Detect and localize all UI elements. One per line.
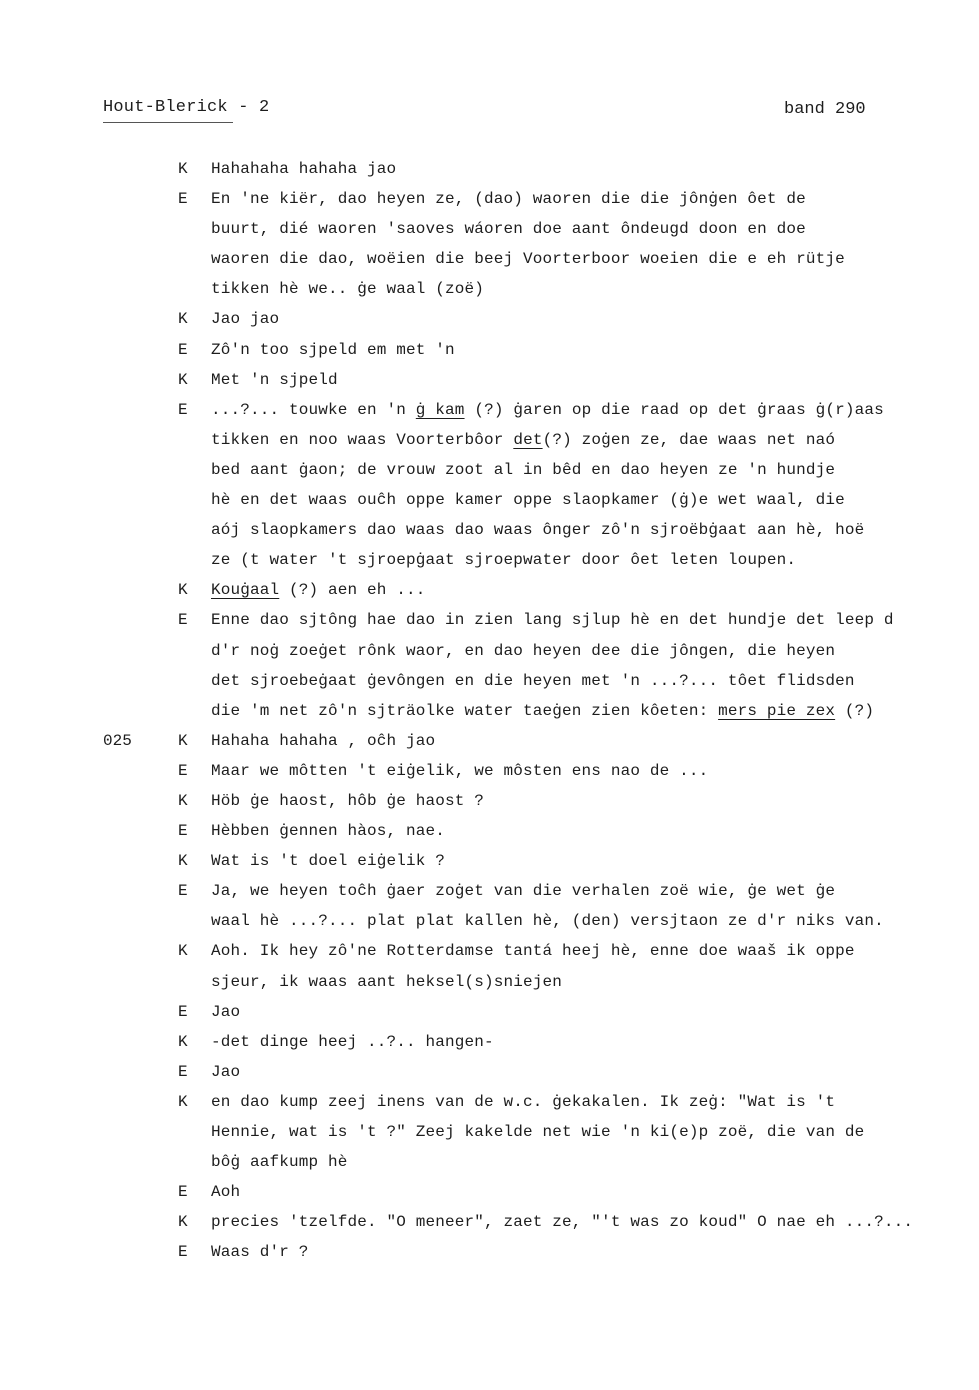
speaker-label: K [178,581,188,600]
utterance-text [211,485,845,515]
transcript-line [0,1237,979,1267]
utterance-text [211,1147,348,1177]
utterance-text [211,244,845,274]
transcript-line [0,906,979,936]
speaker-label: K [178,942,188,961]
speaker-label: K [178,791,188,810]
text-segment: d'r noġ zoeġet rônk waor, en dao heyen dee die jôngen, die heyen [211,641,836,660]
utterance-text [211,967,562,997]
transcript-line [0,214,979,244]
text-segment: hè en det waas ouĉh oppe kamer oppe slaopkamer (ġ)e wet waal, die [211,491,845,510]
transcript-line [0,726,979,756]
speaker-label: K [178,731,188,750]
transcript-lines [0,154,979,1267]
header-tape-number: band 290 [784,100,866,119]
transcript-line [0,485,979,515]
transcript-line [0,605,979,635]
utterance-text [211,1117,864,1147]
transcript-line [0,1057,979,1087]
transcript-line [0,515,979,545]
transcript-line [0,666,979,696]
speaker-label: E [178,761,188,780]
text-segment: bôġ aafkump hè [211,1153,348,1172]
transcript-line [0,575,979,605]
utterance-text [211,1237,309,1267]
utterance-text [211,1177,240,1207]
utterance-text [211,696,874,726]
text-segment: waoren die dao, woëien die beej Voorterboor woeien die e eh rütje [211,250,845,269]
transcript-line [0,696,979,726]
text-segment: bed aant ġaon; de vrouw zoot al in bêd en dao heyen ze 'n hundje [211,460,836,479]
header-underline [103,122,233,123]
speaker-label: K [178,1092,188,1111]
utterance-text [211,154,396,184]
text-segment: det sjroebeġaat ġevôngen en die heyen met 'n ...?... tôet flidsden [211,671,855,690]
utterance-text [211,455,835,485]
utterance-text [211,816,445,846]
speaker-label: K [178,1213,188,1232]
speaker-label: E [178,882,188,901]
utterance-text [211,304,279,334]
text-segment: waal hè ...?... plat plat kallen hè, (den) versjtaon ze d'r niks van. [211,912,884,931]
transcript-line [0,786,979,816]
transcript-line [0,1087,979,1117]
utterance-text [211,575,426,605]
utterance-text [211,1207,913,1237]
utterance-text [211,666,855,696]
utterance-text [211,846,445,876]
utterance-text [211,997,240,1027]
text-segment: Jao jao [211,310,280,329]
transcript-line [0,365,979,395]
utterance-text [211,274,484,304]
speaker-label: K [178,310,188,329]
text-segment: ...?... touwke en 'n [211,400,416,419]
transcript-line [0,936,979,966]
text-segment: (?) [835,701,875,720]
utterance-text [211,605,894,635]
speaker-label: E [178,340,188,359]
utterance-text [211,876,835,906]
text-segment: Aoh [211,1183,241,1202]
text-segment: Met 'n sjpeld [211,370,338,389]
text-segment: (?) zoġen ze, dae waas net naó [542,430,836,449]
transcript-line [0,997,979,1027]
uncertain-word: mers pie zex [718,701,836,720]
uncertain-word: Kouġaal [211,581,280,600]
transcript-line [0,184,979,214]
uncertain-word: det [513,430,543,449]
text-segment: aój slaopkamers dao waas dao waas ônger zô'n sjroëbġaat aan hè, hoë [211,521,865,540]
utterance-text [211,425,835,455]
uncertain-word: ġ kam [415,400,465,419]
speaker-label: E [178,822,188,841]
utterance-text [211,184,806,214]
transcript-line [0,1207,979,1237]
utterance-text [211,335,455,365]
speaker-label: E [178,400,188,419]
transcript-line [0,876,979,906]
text-segment: Hèbben ġennen hàos, nae. [211,822,446,841]
text-segment: Wat is 't doel eiġelik ? [211,852,446,871]
speaker-label: E [178,190,188,209]
speaker-label: K [178,370,188,389]
text-segment: Jao [211,1062,241,1081]
transcript-line [0,846,979,876]
transcript-line [0,244,979,274]
utterance-text [211,365,338,395]
transcript-line [0,425,979,455]
speaker-label: E [178,1062,188,1081]
text-segment: sjeur, ik waas aant heksel(s)sniejen [211,972,563,991]
transcript-line [0,395,979,425]
text-segment: tikken hè we.. ġe waal (zoë) [211,280,485,299]
text-segment: ze (t water 't sjroepġaat sjroepwater door ôet leten loupen. [211,551,797,570]
transcript-line [0,1117,979,1147]
text-segment: Ja, we heyen toĉh ġaer zoġet van die verhalen zoë wie, ġe wet ġe [211,882,836,901]
speaker-label: K [178,1032,188,1051]
transcript-line [0,1177,979,1207]
text-segment: precies 'tzelfde. "O meneer", zaet ze, "'t was zo koud" O nae eh ...?... [211,1213,914,1232]
text-segment: Zô'n too sjpeld em met 'n [211,340,455,359]
header-title: Hout-Blerick - 2 [103,98,270,117]
text-segment: buurt, dié waoren 'saoves wáoren doe aant ôndeugd doon en doe [211,220,806,239]
speaker-label: K [178,852,188,871]
text-segment: en dao kump zeej inens van de w.c. ġekakalen. Ik zeġ: "Wat is 't [211,1092,836,1111]
transcript-line [0,967,979,997]
speaker-label: E [178,1183,188,1202]
transcript-line [0,1147,979,1177]
transcript-line [0,304,979,334]
utterance-text [211,726,435,756]
text-segment: Hahaha hahaha , oĉh jao [211,731,436,750]
transcript-line [0,1027,979,1057]
utterance-text [211,1027,494,1057]
text-segment: Maar we môtten 't eiġelik, we môsten ens nao de ... [211,761,709,780]
text-segment: (?) aen eh ... [279,581,426,600]
utterance-text [211,906,884,936]
text-segment: die 'm net zô'n sjträolke water taeġen zien kôeten: [211,701,719,720]
transcript-line [0,274,979,304]
utterance-text [211,545,796,575]
line-counter: 025 [103,731,132,750]
text-segment: Höb ġe haost, hôb ġe haost ? [211,791,485,810]
transcript-line [0,756,979,786]
utterance-text [211,214,806,244]
transcript-line [0,636,979,666]
text-segment: Enne dao sjtông hae dao in zien lang sjlup hè en det hundje det leep d [211,611,894,630]
transcript-line [0,455,979,485]
text-segment: (?) ġaren op die raad op det ġraas ġ(r)aas [464,400,884,419]
speaker-label: E [178,611,188,630]
transcript-line [0,335,979,365]
utterance-text [211,936,855,966]
utterance-text [211,1057,240,1087]
utterance-text [211,756,708,786]
speaker-label: K [178,160,188,178]
transcript-line [0,816,979,846]
text-segment: Jao [211,1002,241,1021]
text-segment: Hennie, wat is 't ?" Zeej kakelde net wie 'n ki(e)p zoë, die van de [211,1123,865,1141]
text-segment: -det dinge heej ..?.. hangen- [211,1032,494,1051]
text-segment: Aoh. Ik hey zô'ne Rotterdamse tantá heej hè, enne doe waaš ik oppe [211,942,855,961]
transcript-line [0,154,979,184]
text-segment: Hahahaha hahaha jao [211,160,397,178]
transcript-line [0,545,979,575]
text-segment: tikken en noo waas Voorterbôor [211,430,514,449]
speaker-label: E [178,1243,188,1262]
utterance-text [211,786,484,816]
speaker-label: E [178,1002,188,1021]
text-segment: En 'ne kiër, dao heyen ze, (dao) waoren die die jônġen ôet de [211,190,806,209]
utterance-text [211,395,884,425]
utterance-text [211,1087,835,1117]
text-segment: Waas d'r ? [211,1243,309,1262]
utterance-text [211,636,835,666]
utterance-text [211,515,864,545]
